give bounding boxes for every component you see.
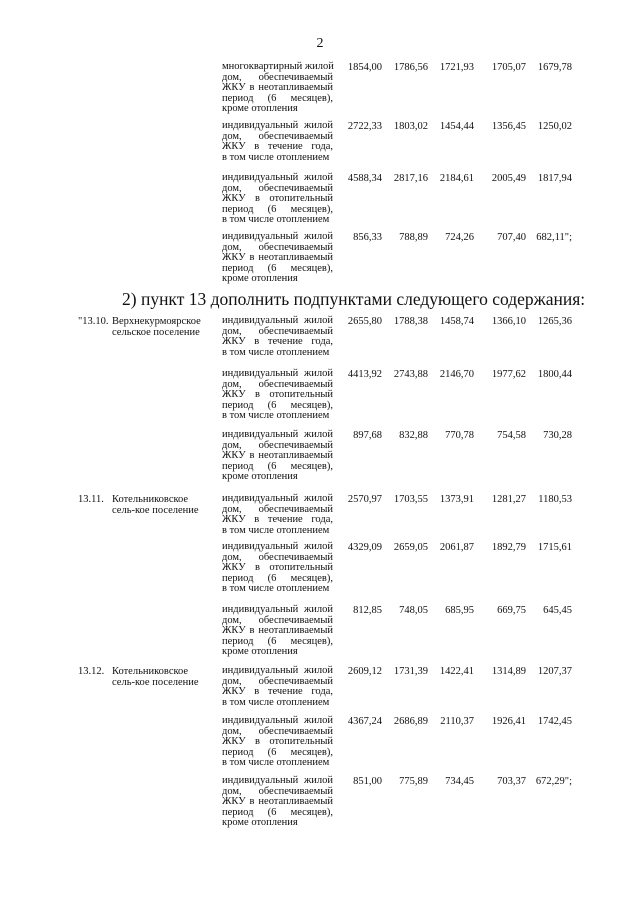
tariff-value: 1742,45 [537, 716, 572, 727]
description-line: индивидуальный жилой [222, 429, 333, 440]
tariff-value: 2184,61 [439, 173, 474, 184]
tariff-value: 2609,12 [347, 666, 382, 677]
description-line: ЖКУ в неотапливаемый [222, 796, 333, 808]
tariff-value: 682,11"; [536, 232, 572, 243]
description-line: дом, обеспечиваемый [222, 785, 333, 797]
tariff-value: 4329,09 [347, 542, 382, 553]
description-line: кроме отопления [222, 646, 298, 658]
description-line: индивидуальный жилой [222, 315, 333, 326]
description-line: ЖКУ в течение года, [222, 686, 333, 698]
description-line: в том числе отоплением [222, 696, 330, 708]
housing-description [222, 316, 333, 358]
tariff-value: 770,78 [445, 430, 474, 441]
tariff-value: 1926,41 [491, 716, 526, 727]
description-line: ЖКУ в неотапливаемый [222, 625, 333, 637]
description-line: ЖКУ в отопительный [222, 562, 333, 574]
description-line: кроме отопления [222, 471, 298, 483]
tariff-value: 832,88 [399, 430, 428, 441]
description-line: в том числе отоплением [222, 757, 330, 769]
tariff-value: 2110,37 [440, 716, 474, 727]
table-row [0, 430, 640, 494]
tariff-value: 2817,16 [393, 173, 428, 184]
settlement-name: Верхнекурмоярское сельское поселение [112, 316, 201, 338]
table-row [0, 542, 640, 605]
description-line: в том числе отоплением [222, 151, 330, 163]
description-line: ЖКУ в течение года, [222, 336, 333, 348]
tariff-value: 724,26 [445, 232, 474, 243]
table-row [0, 605, 640, 666]
description-line: кроме отопления [222, 103, 298, 115]
tariff-value: 1715,61 [537, 542, 572, 553]
tariff-value: 669,75 [497, 605, 526, 616]
description-line: индивидуальный жилой [222, 172, 333, 183]
tariff-value: 734,45 [445, 776, 474, 787]
tariff-value: 1705,07 [491, 62, 526, 73]
tariff-value: 645,45 [543, 605, 572, 616]
tariff-value: 1786,56 [393, 62, 428, 73]
tariff-value: 1679,78 [537, 62, 572, 73]
tariff-value: 1454,44 [439, 121, 474, 132]
tariff-value: 1977,62 [491, 369, 526, 380]
tariff-value: 4588,34 [347, 173, 382, 184]
description-line: индивидуальный жилой [222, 231, 333, 242]
description-line: дом, обеспечиваемый [222, 182, 333, 194]
tariff-value: 748,05 [399, 605, 428, 616]
housing-description [222, 173, 333, 226]
description-line: период (6 месяцев), [222, 746, 333, 758]
tariff-value: 1373,91 [439, 494, 474, 505]
tariff-value: 1788,38 [393, 316, 428, 327]
tariff-value: 672,29"; [535, 776, 572, 787]
description-line: индивидуальный жилой [222, 493, 333, 504]
tariff-value: 707,40 [497, 232, 526, 243]
housing-description [222, 542, 333, 595]
tariff-value: 897,68 [353, 430, 382, 441]
table-row [0, 776, 640, 836]
tariff-value: 1703,55 [393, 494, 428, 505]
tariff-value: 1250,02 [537, 121, 572, 132]
description-line: индивидуальный жилой [222, 715, 333, 726]
tariff-value: 1265,36 [537, 316, 572, 327]
description-line: период (6 месяцев), [222, 460, 333, 472]
tariff-value: 1281,27 [491, 494, 526, 505]
tariff-value: 851,00 [353, 776, 382, 787]
tariff-value: 1721,93 [439, 62, 474, 73]
tariff-value: 2743,88 [393, 369, 428, 380]
description-line: индивидуальный жилой [222, 120, 333, 131]
description-line: индивидуальный жилой [222, 665, 333, 676]
description-line: в том числе отоплением [222, 583, 330, 595]
table-row [0, 121, 640, 173]
description-line: ЖКУ в течение года, [222, 141, 333, 153]
tariff-value: 2570,97 [347, 494, 382, 505]
housing-description [222, 232, 333, 285]
table-row [0, 666, 640, 716]
tariff-value: 1314,89 [491, 666, 526, 677]
description-line: ЖКУ в неотапливаемый [222, 82, 333, 94]
description-line: кроме отопления [222, 273, 298, 285]
description-line: индивидуальный жилой [222, 775, 333, 786]
housing-description [222, 494, 333, 536]
tariff-value: 2146,70 [439, 369, 474, 380]
description-line: в том числе отоплением [222, 214, 330, 226]
tariff-value: 1731,39 [393, 666, 428, 677]
description-line: период (6 месяцев), [222, 806, 333, 818]
description-line: кроме отопления [222, 817, 298, 829]
description-line: многоквартирный жилой [222, 61, 334, 72]
table-row [0, 716, 640, 776]
tariff-value: 1356,45 [491, 121, 526, 132]
description-line: ЖКУ в неотапливаемый [222, 252, 333, 264]
table-row [0, 316, 640, 369]
tariff-value: 788,89 [399, 232, 428, 243]
tariff-value: 703,37 [497, 776, 526, 787]
housing-description [222, 605, 333, 658]
item-number: 13.11. [78, 494, 104, 505]
settlement-name: Котельниковское сель-кое поселение [112, 494, 199, 516]
housing-description [222, 369, 333, 422]
tariff-value: 775,89 [399, 776, 428, 787]
amendment-clause: 2) пункт 13 дополнить подпунктами следующего содержания: [122, 289, 586, 309]
description-line: в том числе отоплением [222, 524, 330, 536]
tariff-value: 1892,79 [491, 542, 526, 553]
table-row [0, 62, 640, 121]
tariff-value: 1207,37 [537, 666, 572, 677]
housing-description [222, 776, 333, 829]
tariff-value: 1366,10 [491, 316, 526, 327]
tariff-value: 812,85 [353, 605, 382, 616]
description-line: дом, обеспечиваемый [222, 725, 333, 737]
description-line: период (6 месяцев), [222, 203, 333, 215]
description-line: ЖКУ в неотапливаемый [222, 450, 333, 462]
tariff-value: 2061,87 [439, 542, 474, 553]
tariff-value: 685,95 [445, 605, 474, 616]
description-line: ЖКУ в течение года, [222, 514, 333, 526]
tariff-value: 856,33 [353, 232, 382, 243]
description-line: ЖКУ в отопительный [222, 389, 333, 401]
description-line: дом, обеспечиваемый [222, 614, 333, 626]
description-line: дом, обеспечиваемый [222, 241, 333, 253]
description-line: индивидуальный жилой [222, 541, 333, 552]
housing-description [222, 121, 333, 163]
tariff-value: 1458,74 [439, 316, 474, 327]
tariff-value: 2659,05 [393, 542, 428, 553]
housing-description [222, 62, 333, 115]
tariff-value: 4367,24 [347, 716, 382, 727]
description-line: в том числе отоплением [222, 410, 330, 422]
description-line: дом, обеспечиваемый [222, 325, 333, 337]
tariff-value: 2722,33 [347, 121, 382, 132]
description-line: индивидуальный жилой [222, 604, 333, 615]
item-number: "13.10. [78, 316, 109, 327]
tariff-value: 1422,41 [439, 666, 474, 677]
description-line: в том числе отоплением [222, 346, 330, 358]
tariff-value: 1180,53 [538, 494, 572, 505]
tariff-value: 4413,92 [347, 369, 382, 380]
description-line: дом, обеспечиваемый [222, 503, 333, 515]
description-line: дом, обеспечиваемый [222, 675, 333, 687]
tariff-value: 1800,44 [537, 369, 572, 380]
tariff-value: 1854,00 [347, 62, 382, 73]
tariff-value: 2686,89 [393, 716, 428, 727]
tariff-value: 730,28 [543, 430, 572, 441]
description-line: период (6 месяцев), [222, 572, 333, 584]
description-line: дом, обеспечиваемый [222, 130, 333, 142]
table-row [0, 173, 640, 232]
settlement-name: Котельниковское сель-кое поселение [112, 666, 199, 688]
tariff-table-new-subitems [0, 316, 640, 836]
tariff-value: 754,58 [497, 430, 526, 441]
housing-description [222, 430, 333, 483]
description-line: период (6 месяцев), [222, 635, 333, 647]
table-row [0, 494, 640, 542]
description-line: дом, обеспечиваемый [222, 439, 333, 451]
description-line: ЖКУ в отопительный [222, 736, 333, 748]
description-line: дом, обеспечиваемый [222, 71, 333, 83]
description-line: индивидуальный жилой [222, 368, 333, 379]
tariff-value: 1817,94 [537, 173, 572, 184]
table-row [0, 232, 640, 288]
tariff-table-continuation [0, 62, 640, 288]
description-line: дом, обеспечиваемый [222, 378, 333, 390]
description-line: период (6 месяцев), [222, 92, 333, 104]
description-line: дом, обеспечиваемый [222, 551, 333, 563]
description-line: период (6 месяцев), [222, 399, 333, 411]
item-number: 13.12. [78, 666, 105, 677]
housing-description [222, 666, 333, 708]
description-line: период (6 месяцев), [222, 262, 333, 274]
tariff-value: 1803,02 [393, 121, 428, 132]
page-number: 2 [316, 36, 324, 51]
tariff-value: 2655,80 [347, 316, 382, 327]
housing-description [222, 716, 333, 769]
tariff-value: 2005,49 [491, 173, 526, 184]
table-row [0, 369, 640, 430]
description-line: ЖКУ в отопительный [222, 193, 333, 205]
